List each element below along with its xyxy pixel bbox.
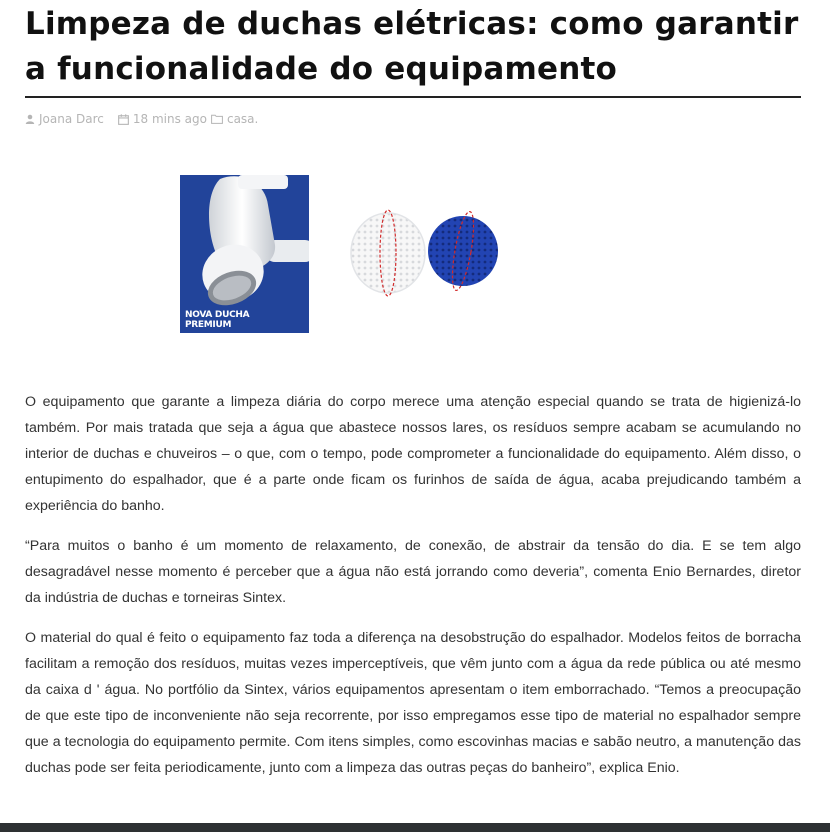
shower-photo — [180, 175, 309, 333]
spreader-parts — [350, 205, 502, 305]
article-body — [25, 389, 801, 795]
post-time: 18 mins ago — [132, 112, 207, 126]
folder-icon — [211, 114, 223, 124]
product-caption: NOVA DUCHA PREMIUM — [185, 310, 250, 330]
paragraph: O material do qual é feito o equipamento faz toda a diferença na desobstrução do espalhador. Modelos feitos de borracha facilitam a remoção dos resíduos, muitas vezes imperceptíveis, que vêm junto com a água da rede pública ou até mesmo da caixa d ' água. No portfólio da Sintex, vários equipamentos apresentam o item emborrachado. “Temos a preocupação de que este tipo de inconveniente não seja recorrente, por isso empregamos esse tipo de material no espalhador sempre que a tecnologia do equipamento permite. Com itens simples, como escovinhas macias e sabão neutro, a manutenção das duchas pode ser feita periodicamente, junto com a limpeza das outras peças do banheiro”, explica Enio. — [25, 630, 801, 776]
category-link[interactable]: casa — [226, 112, 255, 126]
author-link[interactable]: Joana Darc — [39, 112, 104, 126]
product-image — [180, 175, 480, 335]
category-suffix: . — [254, 112, 259, 126]
article-title: Limpeza de duchas elétricas: como garantir a funcionalidade do equipamento — [25, 0, 801, 98]
paragraph: O equipamento que garante a limpeza diária do corpo merece uma atenção especial quando se trata de higienizá-lo também. Por mais tratada que seja a água que abastece nossos lares, os resíduos sempre acabam se acumulando no interior de duchas e chuveiros – o que, com o tempo, pode comprometer a funcionalidade do equipamento. Além disso, o entupimento do espalhador, que é a parte onde ficam os furinhos de saída de água, acaba prejudicando também a experiência do banho. — [25, 394, 801, 514]
calendar-icon — [118, 114, 129, 125]
user-icon — [25, 114, 35, 124]
paragraph: “Para muitos o banho é um momento de relaxamento, de conexão, de abstrair da tensão do dia. E se tem algo desagradável nesse momento é perceber que a água não está jorrando como deveria”, comenta Enio Bernardes, diretor da indústria de duchas e torneiras Sintex. — [25, 538, 801, 606]
article — [25, 0, 801, 127]
footer-bar — [0, 823, 830, 832]
article-meta — [25, 111, 801, 127]
